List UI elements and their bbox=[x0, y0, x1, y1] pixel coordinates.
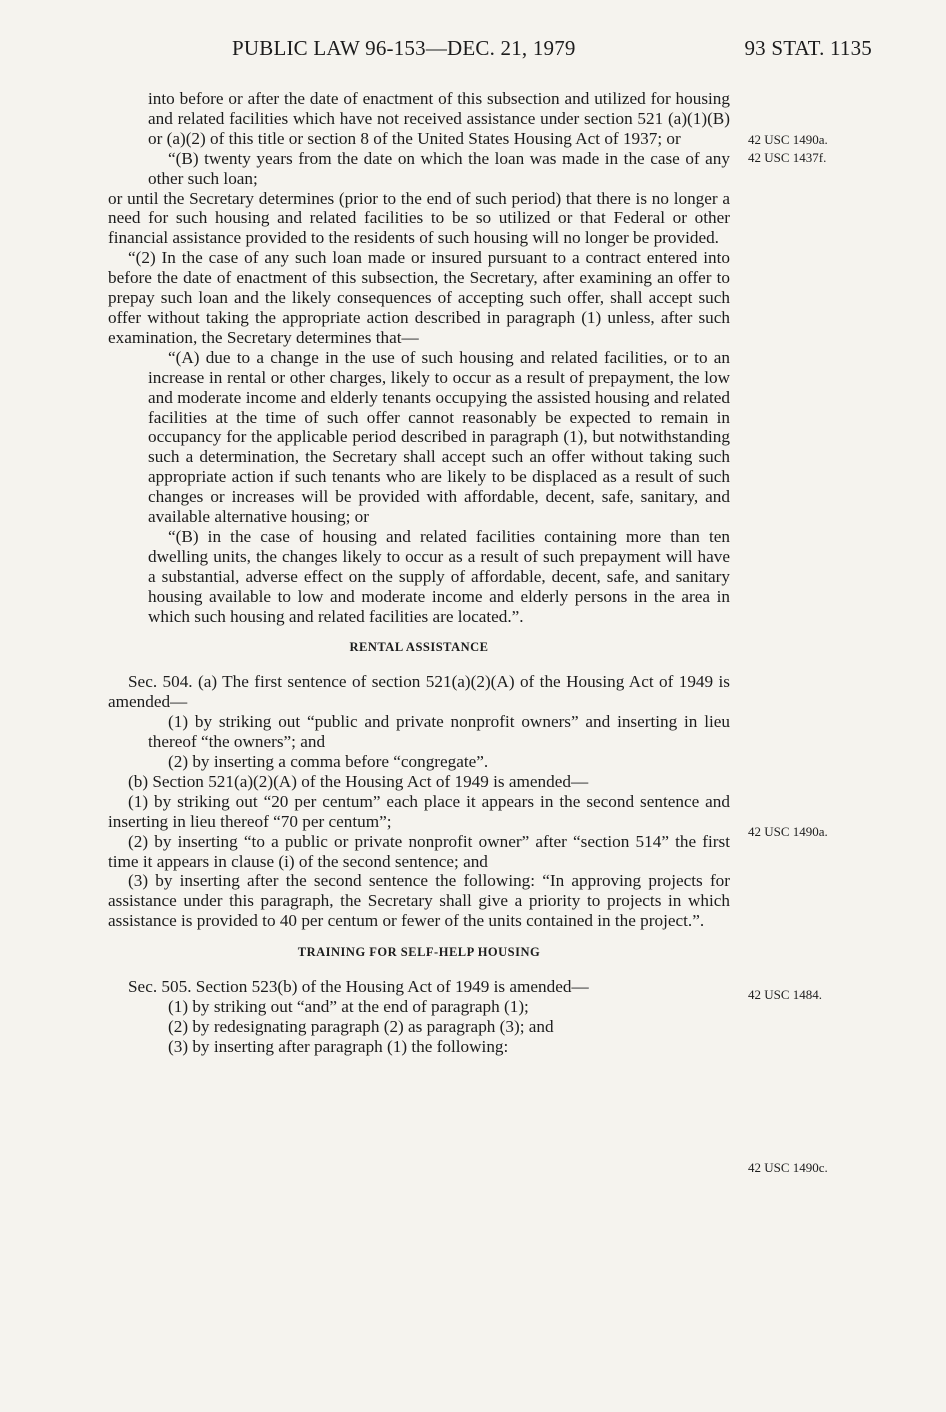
paragraph: or until the Secretary determines (prior to the end of such period) that there is no longer a need for such housing and related facilities to be so utilized or that Federal or other financial assistance provided to the residents of such housing will no longer be provided. bbox=[108, 188, 730, 248]
paragraph: Sec. 505. Section 523(b) of the Housing Act of 1949 is amended— bbox=[128, 977, 589, 997]
paragraph: (1) by striking out “and” at the end of paragraph (1); bbox=[168, 996, 529, 1016]
paragraph: “(B) in the case of housing and related facilities containing more than ten dwelling units, the changes likely to occur as a result of such prepayment will have a substantial, adverse effect on the supply of affordable, decent, safe, and sanitary housing available to low and moderate income and elderly persons in the area in which such housing and related facilities are located.”. bbox=[148, 526, 730, 626]
paragraph: (b) Section 521(a)(2)(A) of the Housing Act of 1949 is amended— bbox=[128, 771, 589, 791]
paragraph: (2) by redesignating paragraph (2) as paragraph (3); and bbox=[168, 1016, 554, 1036]
paragraph: (1) by striking out “20 per centum” each place it appears in the second sentence and inserting in lieu thereof “70 per centum”; bbox=[108, 791, 730, 831]
paragraph: into before or after the date of enactment of this subsection and utilized for housing and related facilities which have not received assistance under section 521 (a)(1)(B) or (a)(2) of this title or section 8 of the United States Housing Act of 1937; or bbox=[148, 89, 730, 148]
statute-page: 93 STAT. 1135 bbox=[744, 36, 872, 60]
paragraph: (3) by inserting after the second sentence the following: “In approving projects for assistance under this paragraph, the Secretary shall give a priority to projects in which assistance is provided to 40 per centum or fewer of the units contained in the project.”. bbox=[108, 871, 730, 931]
paragraph: “(B) twenty years from the date on which the loan was made in the case of any other such loan; bbox=[148, 148, 730, 188]
paragraph: Sec. 504. (a) The first sentence of section 521(a)(2)(A) of the Housing Act of 1949 is amended— bbox=[108, 672, 730, 712]
margin-citation: 42 USC 1484. bbox=[748, 987, 823, 1002]
margin-citation: 42 USC 1437f. bbox=[748, 150, 827, 165]
section-heading: RENTAL ASSISTANCE bbox=[349, 640, 489, 655]
margin-citation: 42 USC 1490a. bbox=[748, 824, 828, 839]
margin-citation: 42 USC 1490a. bbox=[748, 132, 828, 147]
section-heading: TRAINING FOR SELF-HELP HOUSING bbox=[297, 945, 541, 960]
running-head bbox=[0, 36, 946, 66]
margin-citation: 42 USC 1490c. bbox=[748, 1160, 828, 1175]
paragraph: (1) by striking out “public and private nonprofit owners” and inserting in lieu thereof “the owners”; and bbox=[148, 712, 730, 752]
paragraph: “(A) due to a change in the use of such housing and related facilities, or to an increase in rental or other charges, likely to occur as a result of prepayment, the low and moderate income and elderly tenants occupying the assisted housing and related facilities at the time of such offer cannot reasonably be expected to remain in occupancy for the applicable period described in paragraph (1), but notwithstanding such a determination, the Secretary shall accept such an offer without taking such appropriate action if such tenants who are likely to be displaced as a result of such changes or increases will be provided with affordable, decent, safe, sanitary, and available alternative housing; or bbox=[148, 347, 730, 527]
body-text bbox=[108, 89, 730, 1057]
paragraph: (2) by inserting “to a public or private nonprofit owner” after “section 514” the first time it appears in clause (i) of the second sentence; and bbox=[108, 831, 730, 871]
law-title: PUBLIC LAW 96-153—DEC. 21, 1979 bbox=[232, 36, 576, 60]
paragraph: “(2) In the case of any such loan made or insured pursuant to a contract entered into before the date of enactment of this subsection, the Secretary, after examining an offer to prepay such loan and the likely consequences of accepting such offer, shall accept such offer without taking the appropriate action described in paragraph (1) unless, after such examination, the Secretary determines that— bbox=[108, 248, 730, 347]
paragraph: (3) by inserting after paragraph (1) the following: bbox=[168, 1036, 509, 1056]
paragraph: (2) by inserting a comma before “congregate”. bbox=[168, 752, 489, 771]
